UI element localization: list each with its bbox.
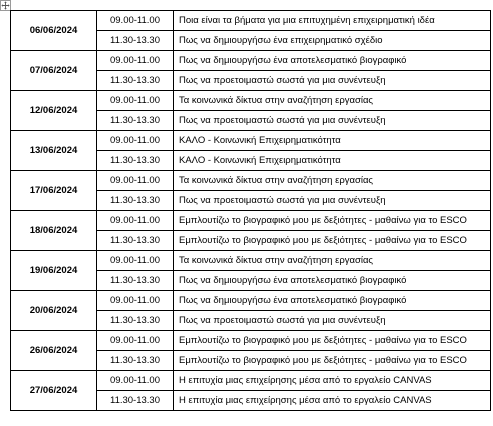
- session-date: 13/06/2024: [11, 131, 97, 171]
- session-date: 18/06/2024: [11, 211, 97, 251]
- schedule-table: [10, 10, 491, 411]
- session-title: Η επιτυχία μιας επιχείρησης μέσα από το εργαλείο CANVAS: [174, 371, 491, 391]
- session-time: 11.30-13.30: [97, 311, 174, 331]
- session-time: 11.30-13.30: [97, 231, 174, 251]
- session-title: Εμπλουτίζω το βιογραφικό μου με δεξιότητες - μαθαίνω για το ESCO: [174, 211, 491, 231]
- session-time: 09.00-11.00: [97, 291, 174, 311]
- session-title: Η επιτυχία μιας επιχείρησης μέσα από το εργαλείο CANVAS: [174, 391, 491, 411]
- session-time: 09.00-11.00: [97, 211, 174, 231]
- session-title: Πως να δημιουργήσω ένα αποτελεσματικό βιογραφικό: [174, 291, 491, 311]
- session-title: ΚΑΛΟ - Κοινωνική Επιχειρηματικότητα: [174, 151, 491, 171]
- table-row: [11, 291, 491, 311]
- session-time: 11.30-13.30: [97, 111, 174, 131]
- session-title: Πως να δημιουργήσω ένα αποτελεσματικό βιογραφικό: [174, 271, 491, 291]
- session-time: 11.30-13.30: [97, 191, 174, 211]
- session-time: 11.30-13.30: [97, 71, 174, 91]
- session-time: 11.30-13.30: [97, 31, 174, 51]
- table-row: [11, 331, 491, 351]
- table-row: [11, 51, 491, 71]
- session-date: 26/06/2024: [11, 331, 97, 371]
- session-time: 11.30-13.30: [97, 271, 174, 291]
- session-time: 09.00-11.00: [97, 91, 174, 111]
- session-time: 09.00-11.00: [97, 51, 174, 71]
- session-title: Τα κοινωνικά δίκτυα στην αναζήτηση εργασίας: [174, 251, 491, 271]
- session-date: 06/06/2024: [11, 11, 97, 51]
- session-time: 09.00-11.00: [97, 331, 174, 351]
- table-row: [11, 371, 491, 391]
- session-time: 09.00-11.00: [97, 11, 174, 31]
- session-title: ΚΑΛΟ - Κοινωνική Επιχειρηματικότητα: [174, 131, 491, 151]
- table-row: [11, 11, 491, 31]
- session-date: 17/06/2024: [11, 171, 97, 211]
- session-title: Πως να δημιουργήσω ένα αποτελεσματικό βιογραφικό: [174, 51, 491, 71]
- move-handle-icon: [1, 1, 10, 10]
- session-time: 11.30-13.30: [97, 391, 174, 411]
- session-date: 27/06/2024: [11, 371, 97, 411]
- session-time: 11.30-13.30: [97, 351, 174, 371]
- schedule-body: [11, 11, 491, 411]
- session-time: 09.00-11.00: [97, 131, 174, 151]
- session-date: 07/06/2024: [11, 51, 97, 91]
- session-time: 09.00-11.00: [97, 251, 174, 271]
- session-date: 20/06/2024: [11, 291, 97, 331]
- session-time: 09.00-11.00: [97, 371, 174, 391]
- session-date: 19/06/2024: [11, 251, 97, 291]
- table-row: [11, 131, 491, 151]
- table-row: [11, 171, 491, 191]
- session-time: 11.30-13.30: [97, 151, 174, 171]
- session-title: Πως να προετοιμαστώ σωστά για μια συνέντευξη: [174, 311, 491, 331]
- session-title: Πως να προετοιμαστώ σωστά για μια συνέντευξη: [174, 191, 491, 211]
- session-title: Εμπλουτίζω το βιογραφικό μου με δεξιότητες - μαθαίνω για το ESCO: [174, 351, 491, 371]
- table-row: [11, 211, 491, 231]
- session-date: 12/06/2024: [11, 91, 97, 131]
- table-row: [11, 91, 491, 111]
- session-title: Πως να προετοιμαστώ σωστά για μια συνέντευξη: [174, 71, 491, 91]
- table-row: [11, 251, 491, 271]
- session-title: Εμπλουτίζω το βιογραφικό μου με δεξιότητες - μαθαίνω για το ESCO: [174, 331, 491, 351]
- session-title: Ποια είναι τα βήματα για μια επιτυχημένη επιχειρηματική ιδέα: [174, 11, 491, 31]
- session-title: Πως να προετοιμαστώ σωστά για μια συνέντευξη: [174, 111, 491, 131]
- session-title: Τα κοινωνικά δίκτυα στην αναζήτηση εργασίας: [174, 91, 491, 111]
- session-title: Εμπλουτίζω το βιογραφικό μου με δεξιότητες - μαθαίνω για το ESCO: [174, 231, 491, 251]
- session-time: 09.00-11.00: [97, 171, 174, 191]
- session-title: Πως να δημιουργήσω ένα επιχειρηματικό σχέδιο: [174, 31, 491, 51]
- session-title: Τα κοινωνικά δίκτυα στην αναζήτηση εργασίας: [174, 171, 491, 191]
